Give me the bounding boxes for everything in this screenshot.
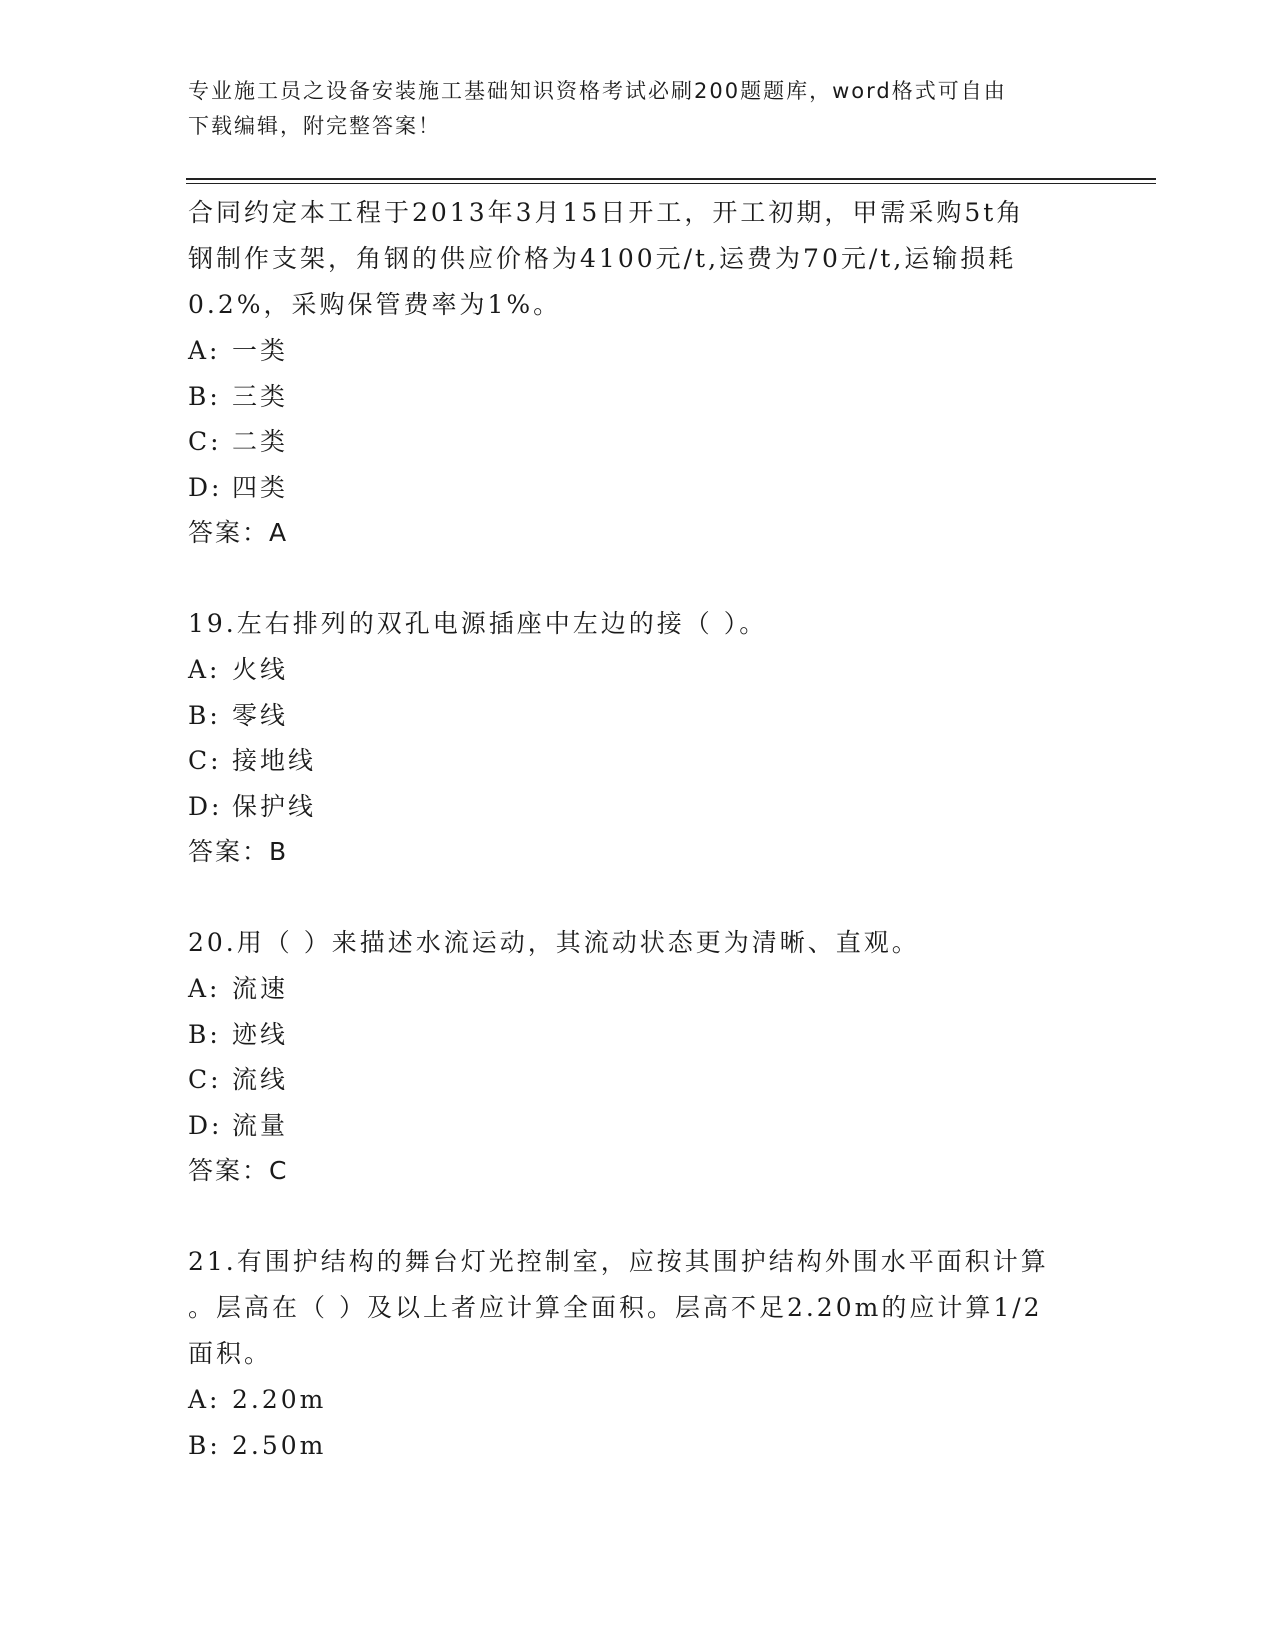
document-header bbox=[188, 74, 1068, 144]
header-line-2: 下载编辑，附完整答案！ bbox=[188, 114, 441, 138]
option-letter: A: bbox=[188, 1385, 221, 1414]
option-letter: D: bbox=[188, 472, 223, 502]
option-text: 流线 bbox=[232, 1065, 289, 1094]
header-rule-thin bbox=[186, 183, 1156, 184]
option-letter: C: bbox=[188, 746, 222, 775]
option-text: 一类 bbox=[232, 336, 289, 365]
option-text: 迹线 bbox=[232, 1019, 289, 1049]
option-letter: C: bbox=[188, 427, 222, 456]
option-letter: B: bbox=[188, 1019, 221, 1049]
option-text: 流量 bbox=[232, 1110, 289, 1140]
option-text: 火线 bbox=[232, 655, 289, 684]
question-text-line: 钢制作支架，角钢的供应价格为4100元/t,运费为70元/t,运输损耗 bbox=[188, 244, 1017, 273]
option-text: 接地线 bbox=[232, 746, 317, 775]
question-text-line: 合同约定本工程于2013年3月15日开工，开工初期，甲需采购5t角 bbox=[188, 198, 1025, 227]
question-block bbox=[188, 1239, 1088, 1468]
option-text: 保护线 bbox=[232, 791, 317, 821]
answer-option bbox=[188, 1012, 1088, 1058]
option-text: 2.20m bbox=[232, 1385, 327, 1414]
option-letter: C: bbox=[188, 1065, 222, 1094]
option-text: 三类 bbox=[232, 381, 289, 411]
question-text-line: 面积。 bbox=[188, 1339, 273, 1368]
answer-option bbox=[188, 1103, 1088, 1149]
option-text: 零线 bbox=[232, 700, 289, 730]
header-line-1: 专业施工员之设备安装施工基础知识资格考试必刷200题题库，word格式可自由 bbox=[188, 79, 1007, 103]
question-spacer bbox=[188, 1194, 1088, 1239]
option-letter: B: bbox=[188, 1430, 221, 1460]
answer-key: 答案：A bbox=[188, 518, 289, 547]
answer-option bbox=[188, 738, 1088, 784]
answer-option bbox=[188, 419, 1088, 465]
option-text: 四类 bbox=[232, 472, 289, 502]
option-letter: D: bbox=[188, 791, 223, 821]
question-spacer bbox=[188, 875, 1088, 920]
option-letter: B: bbox=[188, 381, 221, 411]
question-text-line: 20.用（ ）来描述水流运动，其流动状态更为清晰、直观。 bbox=[188, 928, 920, 957]
option-letter: A: bbox=[188, 655, 221, 684]
answer-option bbox=[188, 1377, 1088, 1423]
answer-option bbox=[188, 784, 1088, 830]
answer-key: 答案：C bbox=[188, 1156, 289, 1185]
question-text-line: 21.有围护结构的舞台灯光控制室，应按其围护结构外围水平面积计算 bbox=[188, 1247, 1049, 1276]
option-letter: D: bbox=[188, 1110, 223, 1140]
header-rule-thick bbox=[186, 178, 1156, 180]
question-text-line: 19.左右排列的双孔电源插座中左边的接（ ）。 bbox=[188, 609, 768, 638]
answer-option bbox=[188, 1057, 1088, 1103]
option-text: 2.50m bbox=[232, 1430, 327, 1460]
option-text: 二类 bbox=[232, 427, 289, 456]
answer-option bbox=[188, 374, 1088, 420]
question-spacer bbox=[188, 556, 1088, 601]
answer-option bbox=[188, 966, 1088, 1012]
question-block bbox=[188, 920, 1088, 1194]
answer-key: 答案：B bbox=[188, 837, 289, 866]
question-list bbox=[188, 190, 1088, 1468]
option-letter: A: bbox=[188, 974, 221, 1003]
option-letter: A: bbox=[188, 336, 221, 365]
answer-option bbox=[188, 1423, 1088, 1469]
answer-option bbox=[188, 328, 1088, 374]
option-letter: B: bbox=[188, 700, 221, 730]
question-text-line: 0.2%，采购保管费率为1%。 bbox=[188, 290, 562, 319]
question-text-line: 。层高在（ ）及以上者应计算全面积。层高不足2.20m的应计算1/2 bbox=[188, 1293, 1043, 1322]
question-block bbox=[188, 601, 1088, 875]
answer-option bbox=[188, 693, 1088, 739]
question-block bbox=[188, 190, 1088, 556]
answer-option bbox=[188, 465, 1088, 511]
option-text: 流速 bbox=[232, 974, 289, 1003]
answer-option bbox=[188, 647, 1088, 693]
